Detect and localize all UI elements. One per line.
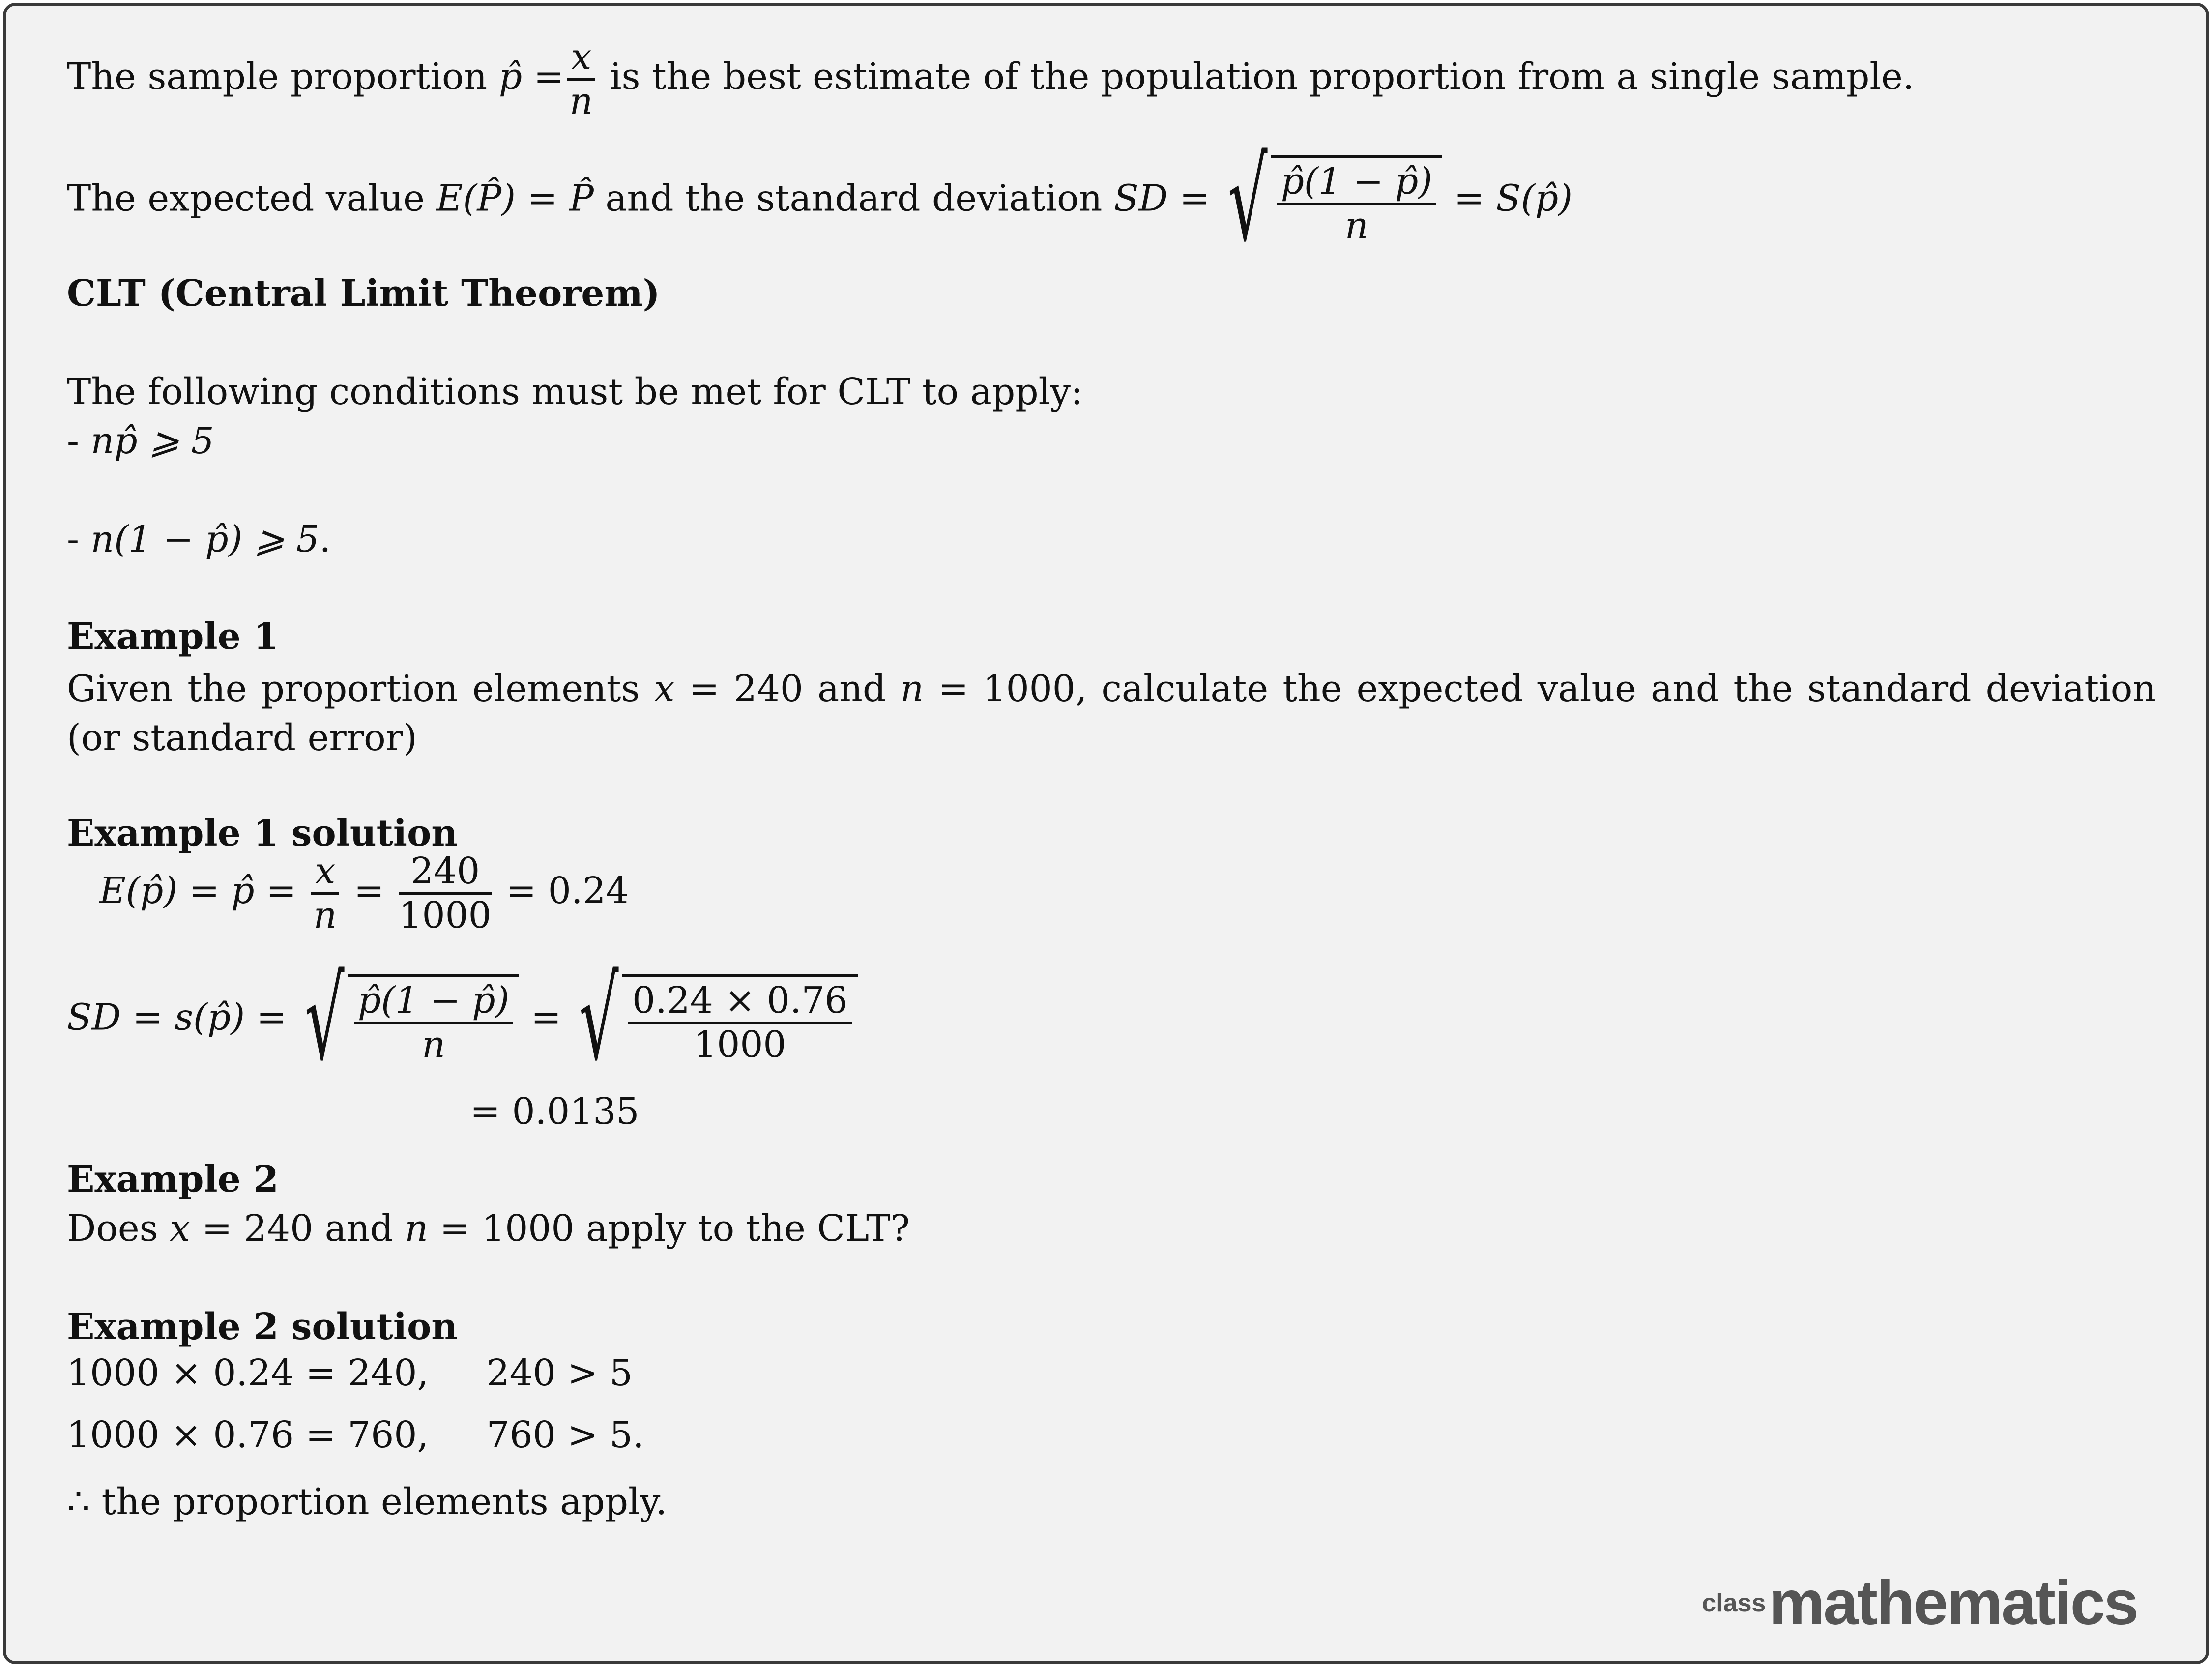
- fraction-x-over-n: [567, 36, 596, 122]
- fraction-x-over-n: $\frac{x}{n}$: [311, 850, 340, 936]
- clt-condition-1: - np̂ ⩾ 5: [67, 420, 214, 462]
- math-expected-value: E(P̂) = P̂: [436, 177, 594, 220]
- clt-intro: The following conditions must be met for CLT to apply:: [67, 371, 1083, 413]
- sqrt-expression: √ $\frac{0.24 \times 0.76}{1000}$: [573, 964, 857, 1077]
- math-condition: n(1 − p̂) ⩾ 5: [90, 518, 320, 560]
- clt-condition-2: - n(1 − p̂) ⩾ 5.: [67, 518, 331, 560]
- intro-text: The sample proportion: [67, 56, 499, 98]
- standard-deviation-result: = 0.0135: [470, 1090, 640, 1133]
- intro-line-expected-value: [67, 135, 1573, 266]
- example-2-solution-line-2: 1000 × 0.76 = 760, 760 > 5.: [67, 1414, 644, 1456]
- example-1-solution-heading: Example 1 solution: [67, 812, 458, 854]
- sqrt-expression: √ $\frac{p̂(1 - p̂)}{n}$: [298, 964, 519, 1077]
- expected-value-equation: E(p̂) = p̂ = $\frac{x}{n}$ = $\frac{240}{1000}$ = 0.24: [99, 850, 629, 937]
- math-sd: SD =: [1113, 177, 1210, 220]
- fraction-denominator: n: [1345, 205, 1368, 247]
- radical-sign: √: [579, 954, 619, 1085]
- math-p-hat: p̂ =: [498, 56, 564, 98]
- radical-sign: √: [1227, 135, 1268, 266]
- math-condition: np̂ ⩾ 5: [90, 420, 214, 462]
- fraction-numerator: p̂(1 − p̂): [1277, 161, 1437, 205]
- fraction-denominator: n: [569, 80, 593, 123]
- standard-deviation-equation: SD = s(p̂) = √ $\frac{p̂(1 - p̂)}{n}$ = √ $\frac{0.24 \times 0.76}{1000}$: [67, 964, 858, 1077]
- fraction-numerator: x: [567, 36, 596, 81]
- math-s-p-hat: = S(p̂): [1454, 177, 1573, 220]
- class-mathematics-logo: [1702, 1567, 2137, 1639]
- intro-text: and the standard deviation: [593, 177, 1114, 220]
- example-1-heading: Example 1: [67, 615, 279, 658]
- intro-text: The expected value: [67, 177, 437, 220]
- intro-text: is the best estimate of the population proportion from a single sample.: [598, 56, 1915, 98]
- example-2-heading: Example 2: [67, 1158, 279, 1200]
- logo-large-text: mathematics: [1769, 1568, 2137, 1638]
- example-2-text: Does x = 240 and n = 1000 apply to the CLT?: [67, 1207, 910, 1250]
- logo-small-text: class: [1702, 1588, 1766, 1617]
- example-2-solution-line-1: 1000 × 0.24 = 240, 240 > 5: [67, 1352, 633, 1394]
- example-2-conclusion: ∴ the proportion elements apply.: [67, 1481, 668, 1523]
- sqrt-expression: [1222, 135, 1442, 266]
- clt-heading: CLT (Central Limit Theorem): [67, 272, 660, 315]
- example-2-solution-heading: Example 2 solution: [67, 1306, 458, 1348]
- radical-sign: √: [305, 954, 345, 1085]
- content-card: [3, 3, 2209, 1664]
- intro-line-sample-proportion: [67, 36, 1914, 122]
- example-1-text: Given the proportion elements x = 240 and n = 1000, calculate the expected value and the standard deviation (or standard error): [67, 668, 2156, 759]
- fraction-240-over-1000: $\frac{240}{1000}$: [399, 850, 492, 937]
